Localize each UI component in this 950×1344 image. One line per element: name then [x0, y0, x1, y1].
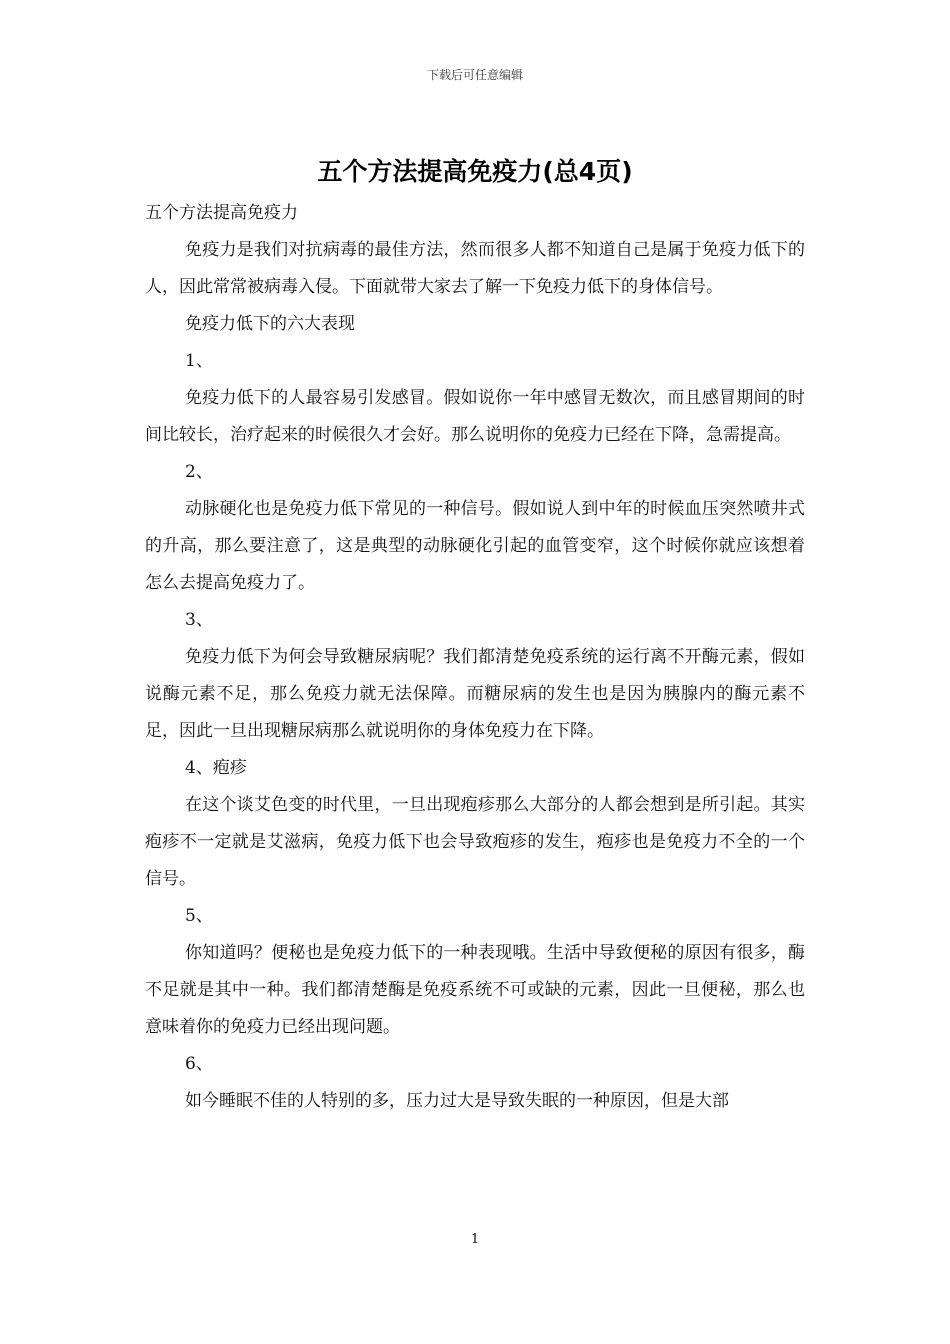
list-number: 5、	[185, 906, 213, 926]
document-body	[145, 195, 805, 1120]
document-title: 五个方法提高免疫力(总4页)	[317, 157, 633, 186]
list-number: 1、	[185, 351, 213, 371]
list-number: 4、疱疹	[185, 758, 247, 778]
paragraph: 如今睡眠不佳的人特别的多，压力过大是导致失眠的一种原因，但是大部	[185, 1091, 729, 1111]
paragraph: 免疫力低下为何会导致糖尿病呢？我们都清楚免疫系统的运行离不开酶元素，假如说酶元素不足，那么免疫力就无法保障。而糖尿病的发生也是因为胰腺内的酶元素不足，因此一旦出现糖尿病那么就说明你的身体免疫力在下降。	[145, 647, 805, 741]
paragraph: 在这个谈艾色变的时代里，一旦出现疱疹那么大部分的人都会想到是所引起。其实疱疹不一定就是艾滋病，免疫力低下也会导致疱疹的发生，疱疹也是免疫力不全的一个信号。	[145, 795, 805, 889]
paragraph: 五个方法提高免疫力	[145, 203, 298, 223]
paragraph: 免疫力是我们对抗病毒的最佳方法，然而很多人都不知道自己是属于免疫力低下的人，因此常常被病毒入侵。下面就带大家去了解一下免疫力低下的身体信号。	[145, 240, 805, 297]
paragraph: 动脉硬化也是免疫力低下常见的一种信号。假如说人到中年的时候血压突然喷井式的升高，那么要注意了，这是典型的动脉硬化引起的血管变窄，这个时候你就应该想着怎么去提高免疫力了。	[145, 499, 805, 593]
page-header: 下载后可任意编辑	[426, 68, 523, 82]
list-number: 6、	[185, 1054, 213, 1074]
paragraph: 免疫力低下的人最容易引发感冒。假如说你一年中感冒无数次，而且感冒期间的时间比较长，治疗起来的时候很久才会好。那么说明你的免疫力已经在下降，急需提高。	[145, 388, 805, 445]
paragraph: 你知道吗？便秘也是免疫力低下的一种表现哦。生活中导致便秘的原因有很多，酶不足就是其中一种。我们都清楚酶是免疫系统不可或缺的元素，因此一旦便秘，那么也意味着你的免疫力已经出现问题。	[145, 943, 805, 1037]
section-heading: 免疫力低下的六大表现	[185, 314, 355, 334]
list-number: 3、	[185, 610, 213, 630]
list-number: 2、	[185, 462, 213, 482]
page-number: 1	[470, 1232, 480, 1247]
